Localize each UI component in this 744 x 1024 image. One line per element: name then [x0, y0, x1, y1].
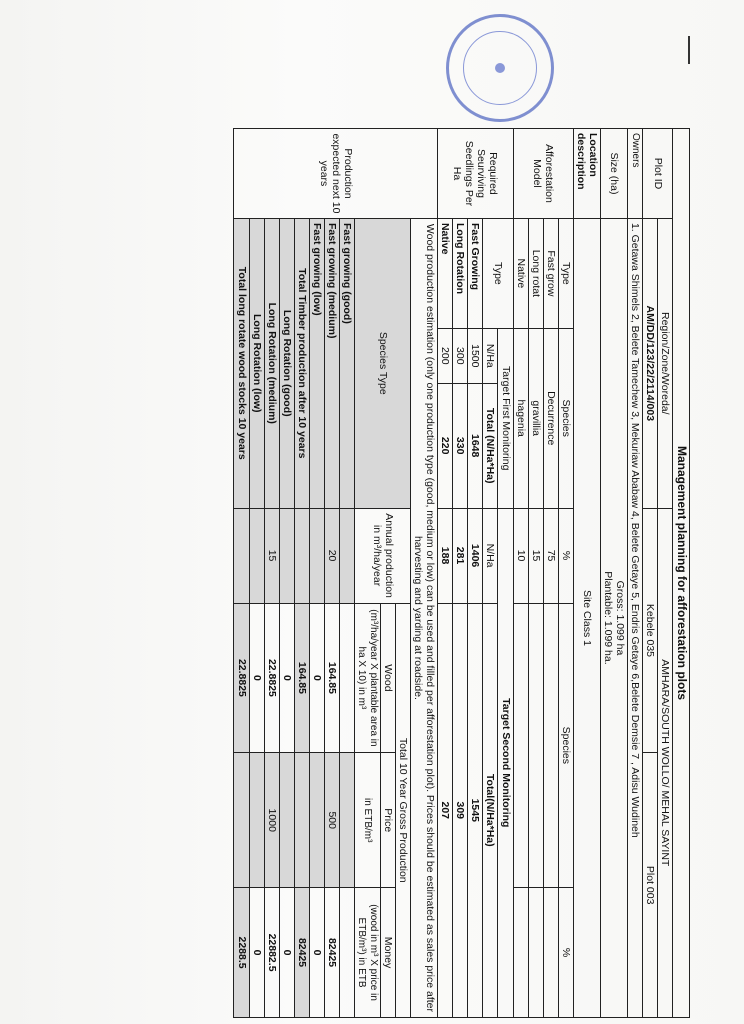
wood-label: Wood — [380, 603, 395, 753]
site-class: Site Class 1 — [573, 218, 600, 1017]
plot-code: AM/DD/123/22/2114/003 — [643, 218, 658, 508]
total-label: Total (N/Ha*Ha) — [483, 383, 498, 508]
region-label: Region/Zone/Woreda/ — [658, 218, 673, 508]
size-plantable: Plantable: 1.099 ha. — [601, 571, 614, 665]
production-row: Long Rotation (good) 0 0 — [279, 129, 294, 1018]
production-row: Long Rotation (low) 0 0 — [249, 129, 264, 1018]
seedling-row: Native 200 220 188 207 — [438, 129, 453, 1018]
owners-value: 1. Getawa Shimels 2, Belete Tamechew 3, Mekuriaw Ababaw 4, Belete Getaye 5, Endris Getaye 6,Belete Demsie 7 , Adisu Wudineh — [628, 218, 643, 1017]
model-pct-label: % — [558, 508, 573, 603]
price-sub-label: in ETB/m³ — [354, 753, 380, 888]
margin-mark — [688, 36, 690, 64]
price-label: Price — [380, 753, 395, 888]
model-row: Native hagenia 10 — [513, 129, 528, 1018]
model-type-label: Type — [558, 218, 573, 328]
model-species-label: Species — [558, 328, 573, 508]
page-title: Management planning for afforestation plots — [673, 129, 690, 1018]
location-label: Location description — [573, 129, 600, 219]
plot-number: Plot 003 — [643, 753, 658, 1018]
model-label: Afforestation Model — [513, 129, 573, 219]
owners-label: Owners — [628, 129, 643, 219]
production-row: Long Rotation (medium) 15 22.8825 1000 22882.5 — [264, 129, 279, 1018]
seedling-row: Fast Growing 1500 1648 1406 1545 — [468, 129, 483, 1018]
money-sub-label: (wood in m³ X price in ETB/m³) in ETB — [354, 888, 380, 1018]
second-monitoring-label: Target Second Monitoring — [498, 508, 513, 1017]
kebele: Kebele 035 — [643, 508, 658, 753]
production-total-row: Total long rotate wood stocks 10 years 22.8825 2288.5 — [234, 129, 249, 1018]
seedlings-label: Required Seurviving Seedlings Per Ha — [438, 129, 513, 219]
gross-production-label: Total 10 Year Gross Production — [396, 603, 411, 1017]
first-monitoring-label: Target First Monitoring — [498, 328, 513, 508]
size-label: Size (ha) — [600, 129, 627, 219]
production-label: Production expected next 10 years — [234, 129, 438, 219]
production-note: Wood production estimation (only one production type (good, medium or low) can be used and filled per afforestation plot). Prices should be estimated as sales price after harvesting and yarding at roadside. — [411, 218, 438, 1017]
nha-label: N/Ha — [483, 328, 498, 383]
model-pct2-label: % — [558, 888, 573, 1018]
production-row: Fast growing (good) — [339, 129, 354, 1018]
production-row: Fast growing (low) 0 0 — [309, 129, 324, 1018]
nha2-label: N/Ha — [483, 508, 498, 603]
seedling-row: Long Rotation 300 330 281 309 — [453, 129, 468, 1018]
seedlings-type-label: Type — [483, 218, 513, 328]
model-row: Fast grow Decurrence 75 — [543, 129, 558, 1018]
total2-label: Total(N/Ha*Ha) — [483, 603, 498, 1017]
annual-production-label: Annual production in m³/ha/year — [354, 508, 410, 603]
plot-id-label: Plot ID — [643, 129, 673, 219]
official-stamp-icon — [446, 14, 554, 122]
production-row: Fast growing (medium) 20 164.85 500 82425 — [324, 129, 339, 1018]
wood-sub-label: (m³/ha/year X plantable area in ha X 10) in m³ — [354, 603, 380, 753]
model-species2-label: Species — [558, 603, 573, 888]
size-gross: Gross: 1.099 ha — [614, 580, 627, 656]
model-row: Long rotat gravillia 15 — [528, 129, 543, 1018]
afforestation-plan-sheet — [110, 128, 690, 1018]
region-value: AMHARA/SOUTH WOLLO/ MEHAL SAYINT — [658, 508, 673, 1017]
money-label: Money — [380, 888, 395, 1018]
production-total-row: Total Timber production after 10 years 164.85 82425 — [294, 129, 309, 1018]
species-type-label: Species Type — [354, 218, 410, 508]
plan-table — [233, 128, 690, 1018]
